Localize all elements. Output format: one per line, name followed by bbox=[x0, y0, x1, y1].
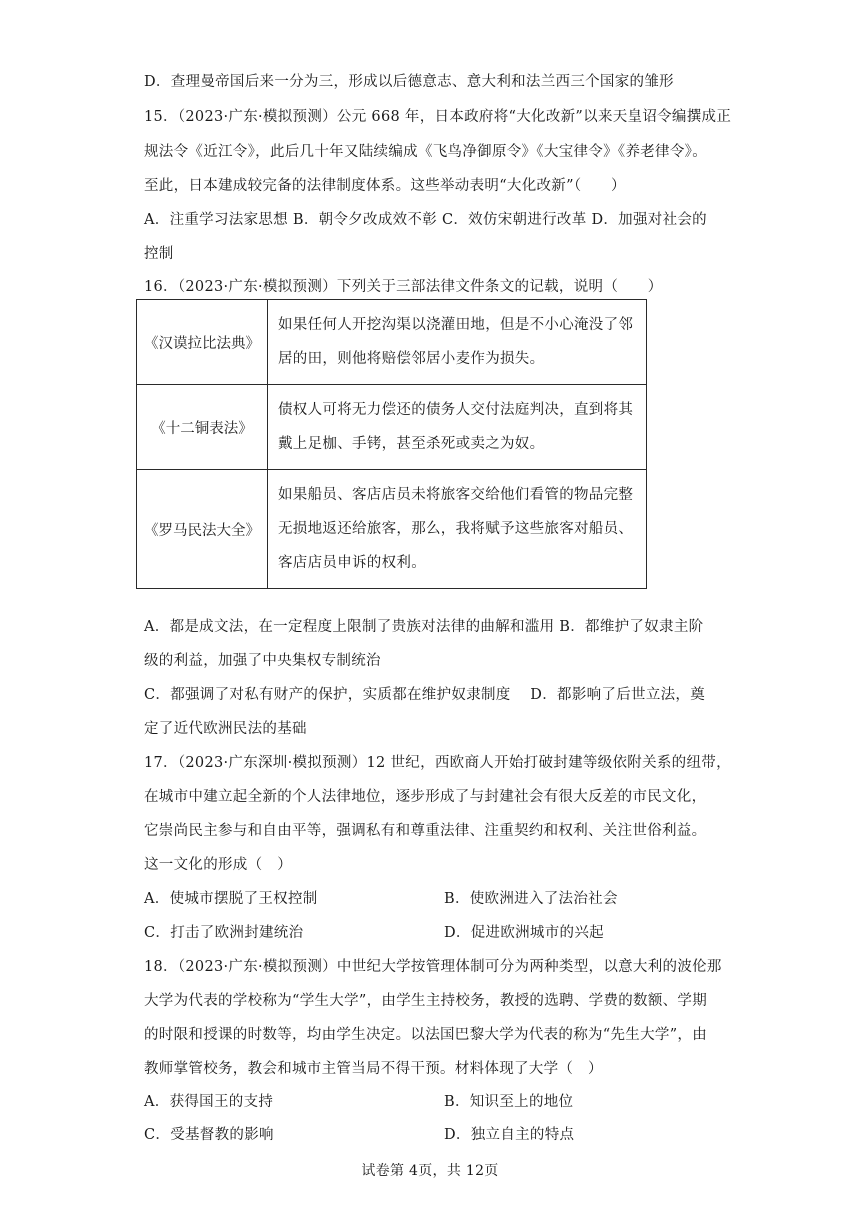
q15-options-line-2: 控制 bbox=[144, 246, 174, 262]
q17-option-a: A．使城市摆脱了王权控制 bbox=[144, 891, 318, 907]
q16-options-line-4: 定了近代欧洲民法的基础 bbox=[144, 721, 307, 737]
q17-stem-line-1: 17．（2023·广东深圳·模拟预测）12 世纪，西欧商人开始打破封建等级依附关系的纽带， bbox=[144, 755, 731, 771]
q15-stem-line-2: 规法令《近江令》，此后几十年又陆续编成《飞鸟净御原令》《大宝律令》《养老律令》。 bbox=[144, 144, 707, 160]
q15-stem-line-1: 15．（2023·广东·模拟预测）公元 668 年，日本政府将“大化改新”以来天皇诏令编撰成正 bbox=[144, 109, 732, 125]
law-text-cell bbox=[268, 300, 647, 385]
q18-option-c: C．受基督教的影响 bbox=[144, 1127, 274, 1143]
q17-option-c: C．打击了欧洲封建统治 bbox=[144, 925, 304, 941]
law-name-cell: 《罗马民法大全》 bbox=[137, 470, 268, 589]
q16-options-line-3: C．都强调了对私有财产的保护，实质都在维护奴隶制度 D．都影响了后世立法，奠 bbox=[144, 687, 706, 703]
q17-stem-line-4: 这一文化的形成（ ） bbox=[144, 857, 292, 873]
q17-stem-line-2: 在城市中建立起全新的个人法律地位，逐步形成了与封建社会有很大反差的市民文化， bbox=[144, 789, 707, 805]
q17-stem-line-3: 它崇尚民主参与和自由平等，强调私有和尊重法律、注重契约和权利、关注世俗利益。 bbox=[144, 823, 707, 839]
law-text-line: 如果船员、客店店员未将旅客交给他们看管的物品完整 bbox=[278, 487, 634, 503]
page-footer: 试卷第 4页，共 12页 bbox=[361, 1163, 499, 1179]
law-text-line: 客店店员申诉的权利。 bbox=[278, 555, 426, 571]
law-text-line: 债权人可将无力偿还的债务人交付法庭判决，直到将其 bbox=[278, 402, 634, 418]
q14-option-d: D．查理曼帝国后来一分为三，形成以后德意志、意大利和法兰西三个国家的雏形 bbox=[144, 74, 674, 90]
q17-option-d: D．促进欧洲城市的兴起 bbox=[444, 925, 604, 941]
q18-option-d: D．独立自主的特点 bbox=[444, 1127, 575, 1143]
law-comparison-table bbox=[136, 299, 647, 589]
law-text-line: 无损地返还给旅客，那么，我将赋予这些旅客对船员、 bbox=[278, 521, 634, 537]
q18-option-a: A．获得国王的支持 bbox=[144, 1094, 274, 1110]
table-row bbox=[137, 385, 647, 470]
q18-stem-line-1: 18．（2023·广东·模拟预测）中世纪大学按管理体制可分为两种类型，以意大利的波伦那 bbox=[144, 959, 722, 975]
q18-stem-line-3: 的时限和授课的时数等，均由学生决定。以法国巴黎大学为代表的称为“先生大学”，由 bbox=[144, 1027, 708, 1043]
q16-options-line-2: 级的利益，加强了中央集权专制统治 bbox=[144, 653, 381, 669]
q16-stem: 16．（2023·广东·模拟预测）下列关于三部法律文件条文的记载，说明（ ） bbox=[144, 279, 663, 295]
q18-option-b: B．知识至上的地位 bbox=[444, 1094, 574, 1110]
q18-stem-line-2: 大学为代表的学校称为“学生大学”，由学生主持校务，教授的选聘、学费的数额、学期 bbox=[144, 993, 708, 1009]
table-row bbox=[137, 300, 647, 385]
q15-stem-line-3: 至此，日本建成较完备的法律制度体系。这些举动表明“大化改新”（ ） bbox=[144, 178, 626, 194]
q15-options-line-1: A．注重学习法家思想 B．朝令夕改成效不彰 C．效仿宋朝进行改革 D．加强对社会的 bbox=[144, 212, 707, 228]
law-text-line: 居的田，则他将赔偿邻居小麦作为损失。 bbox=[278, 351, 545, 367]
law-name-cell: 《十二铜表法》 bbox=[137, 385, 268, 470]
law-text-cell bbox=[268, 385, 647, 470]
law-name-cell: 《汉谟拉比法典》 bbox=[137, 300, 268, 385]
law-text-line: 如果任何人开挖沟渠以浇灌田地，但是不小心淹没了邻 bbox=[278, 317, 634, 333]
q16-options-line-1: A．都是成文法，在一定程度上限制了贵族对法律的曲解和滥用 B．都维护了奴隶主阶 bbox=[144, 619, 704, 635]
law-text-cell bbox=[268, 470, 647, 589]
table-row bbox=[137, 470, 647, 589]
law-text-line: 戴上足枷、手铐，甚至杀死或卖之为奴。 bbox=[278, 436, 545, 452]
q18-stem-line-4: 教师掌管校务，教会和城市主管当局不得干预。材料体现了大学（ ） bbox=[144, 1061, 603, 1077]
q17-option-b: B．使欧洲进入了法治社会 bbox=[444, 891, 618, 907]
